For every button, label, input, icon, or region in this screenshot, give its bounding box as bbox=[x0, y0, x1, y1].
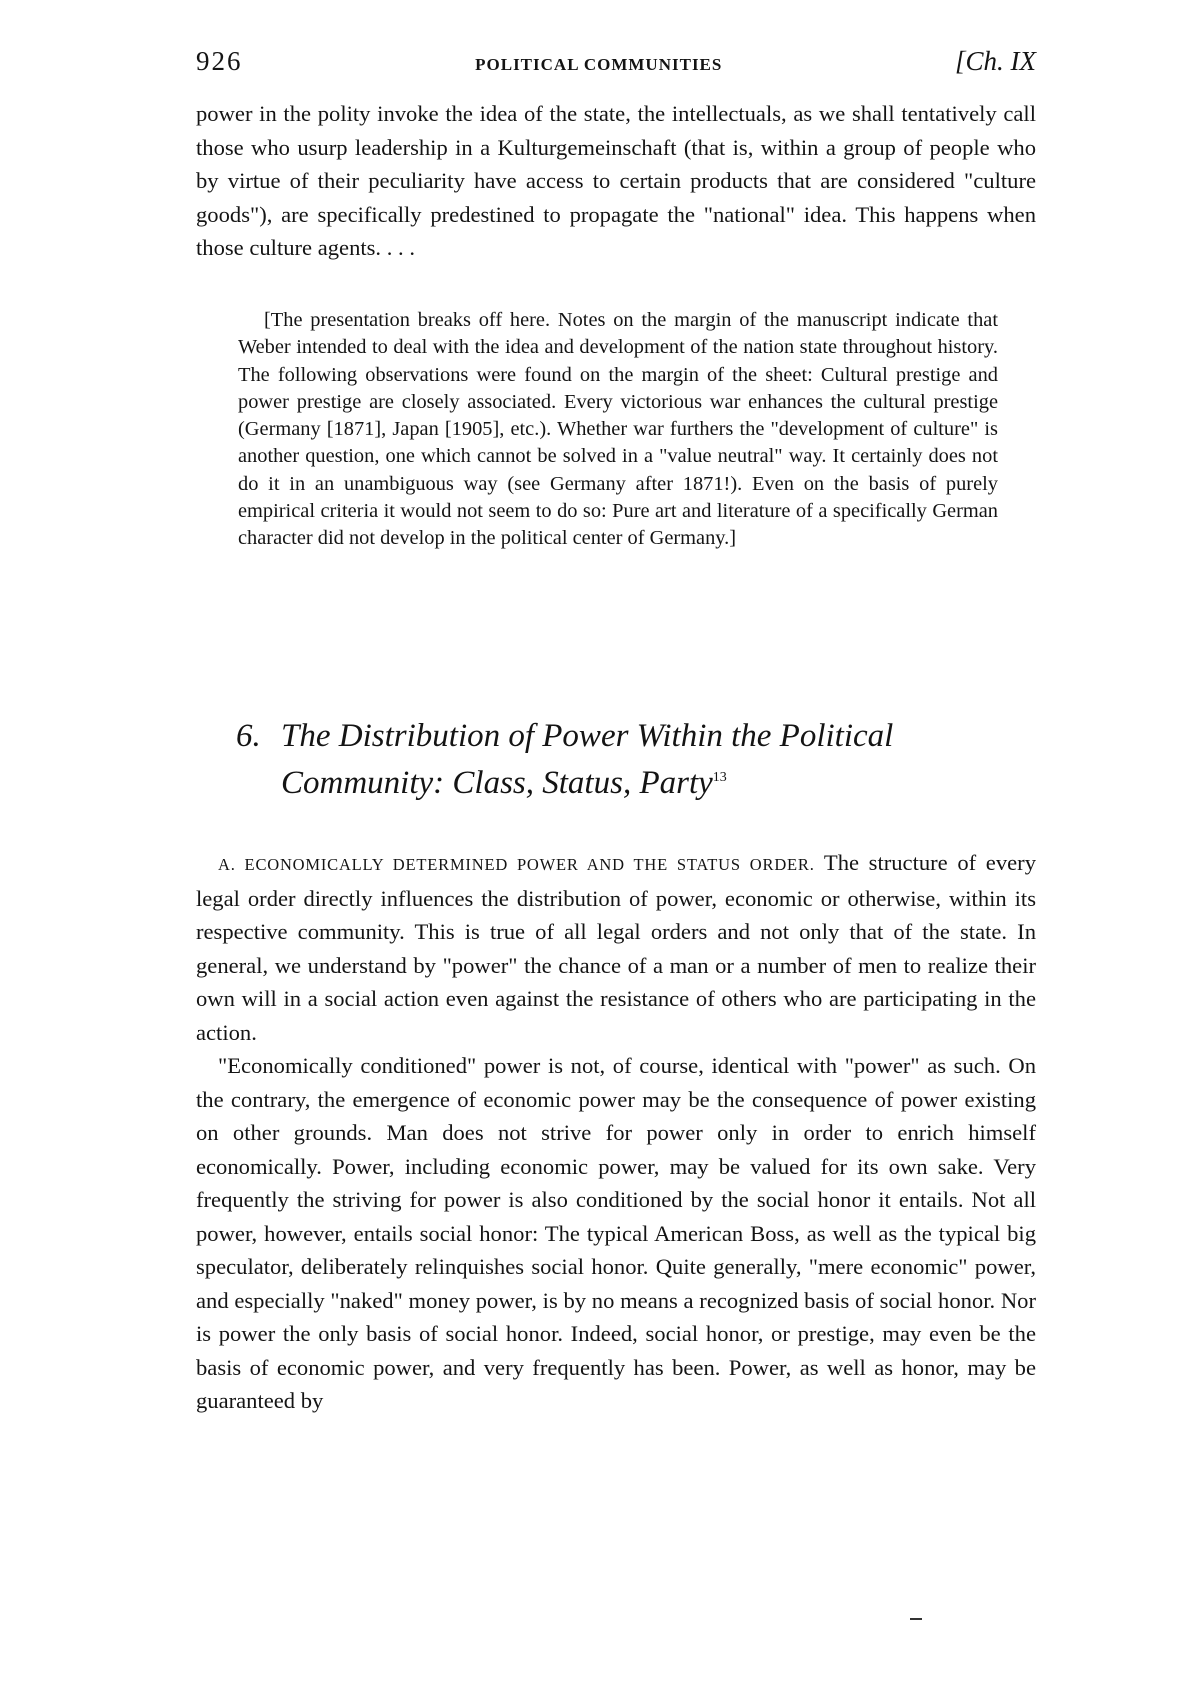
section-heading bbox=[236, 715, 1036, 804]
page-number: 926 bbox=[196, 46, 243, 76]
paragraph-intellectuals bbox=[196, 97, 1036, 265]
editorial-note-text: [The presentation breaks off here. Notes on the margin of the manuscript indicate that Weber intended to deal with the idea and development of the nation state throughout history. The following observations were found on the margin of the sheet: Cultural prestige and power prestige are closely associated. Every victorious war enhances the cultural prestige (Germany [1871], Japan [1905], etc.). Whether war furthers the "development of culture" is another question, one which cannot be solved in a "value neutral" way. It certainly does not do it in an unambiguous way (see Germany after 1871!). Even on the basis of purely empirical criteria it would not seem to do so: Pure art and literature of a specifically German character did not develop in the political center of Germany.] bbox=[238, 309, 998, 550]
editorial-note bbox=[238, 307, 998, 553]
running-title: POLITICAL COMMUNITIES bbox=[475, 55, 723, 74]
section-title: The Distribution of Power Within the Political Community: Class, Status, Party bbox=[281, 718, 894, 801]
footer-mark bbox=[910, 1618, 922, 1620]
section-number: 6. bbox=[236, 718, 261, 754]
paragraph-economic-power bbox=[196, 1049, 1036, 1418]
running-head bbox=[196, 46, 1036, 86]
subsection-heading: A. ECONOMICALLY DETERMINED POWER AND THE STATUS ORDER. bbox=[218, 855, 815, 874]
paragraph-text: power in the polity invoke the idea of the state, the intellectuals, as we shall tentatively call those who usurp leadership in a Kulturgemeinschaft (that is, within a group of people who by virtue of their peculiarity have access to certain products that are considered "culture goods"), are specifically predestined to propagate the "national" idea. This happens when those culture agents. . . . bbox=[196, 101, 1036, 260]
paragraph-text: "Economically conditioned" power is not, of course, identical with "power" as such. On the contrary, the emergence of economic power may be the consequence of power existing on other grounds. Man does not strive for power only in order to enrich himself economically. Power, including economic power, may be valued for its own sake. Very frequently the striving for power is also conditioned by the social honor it entails. Not all power, however, entails social honor: The typical American Boss, as well as the typical big speculator, deliberately relinquishes social honor. Quite generally, "mere economic" power, and especially "naked" money power, is by no means a recognized basis of social honor. Nor is power the only basis of social honor. Indeed, social honor, or prestige, may even be the basis of economic power, and very frequently has been. Power, as well as honor, may be guaranteed by bbox=[196, 1053, 1036, 1413]
chapter-label: [Ch. IX bbox=[954, 46, 1036, 76]
paragraph-legal-order bbox=[196, 846, 1036, 1049]
footnote-marker: 13 bbox=[712, 770, 727, 785]
paragraph-text: The structure of every legal order directly influences the distribution of power, economic or otherwise, within its respective community. This is true of all legal orders and not only that of the state. In general, we understand by "power" the chance of a man or a number of men to realize their own will in a social action even against the resistance of others who are participating in the action. bbox=[196, 850, 1036, 1045]
